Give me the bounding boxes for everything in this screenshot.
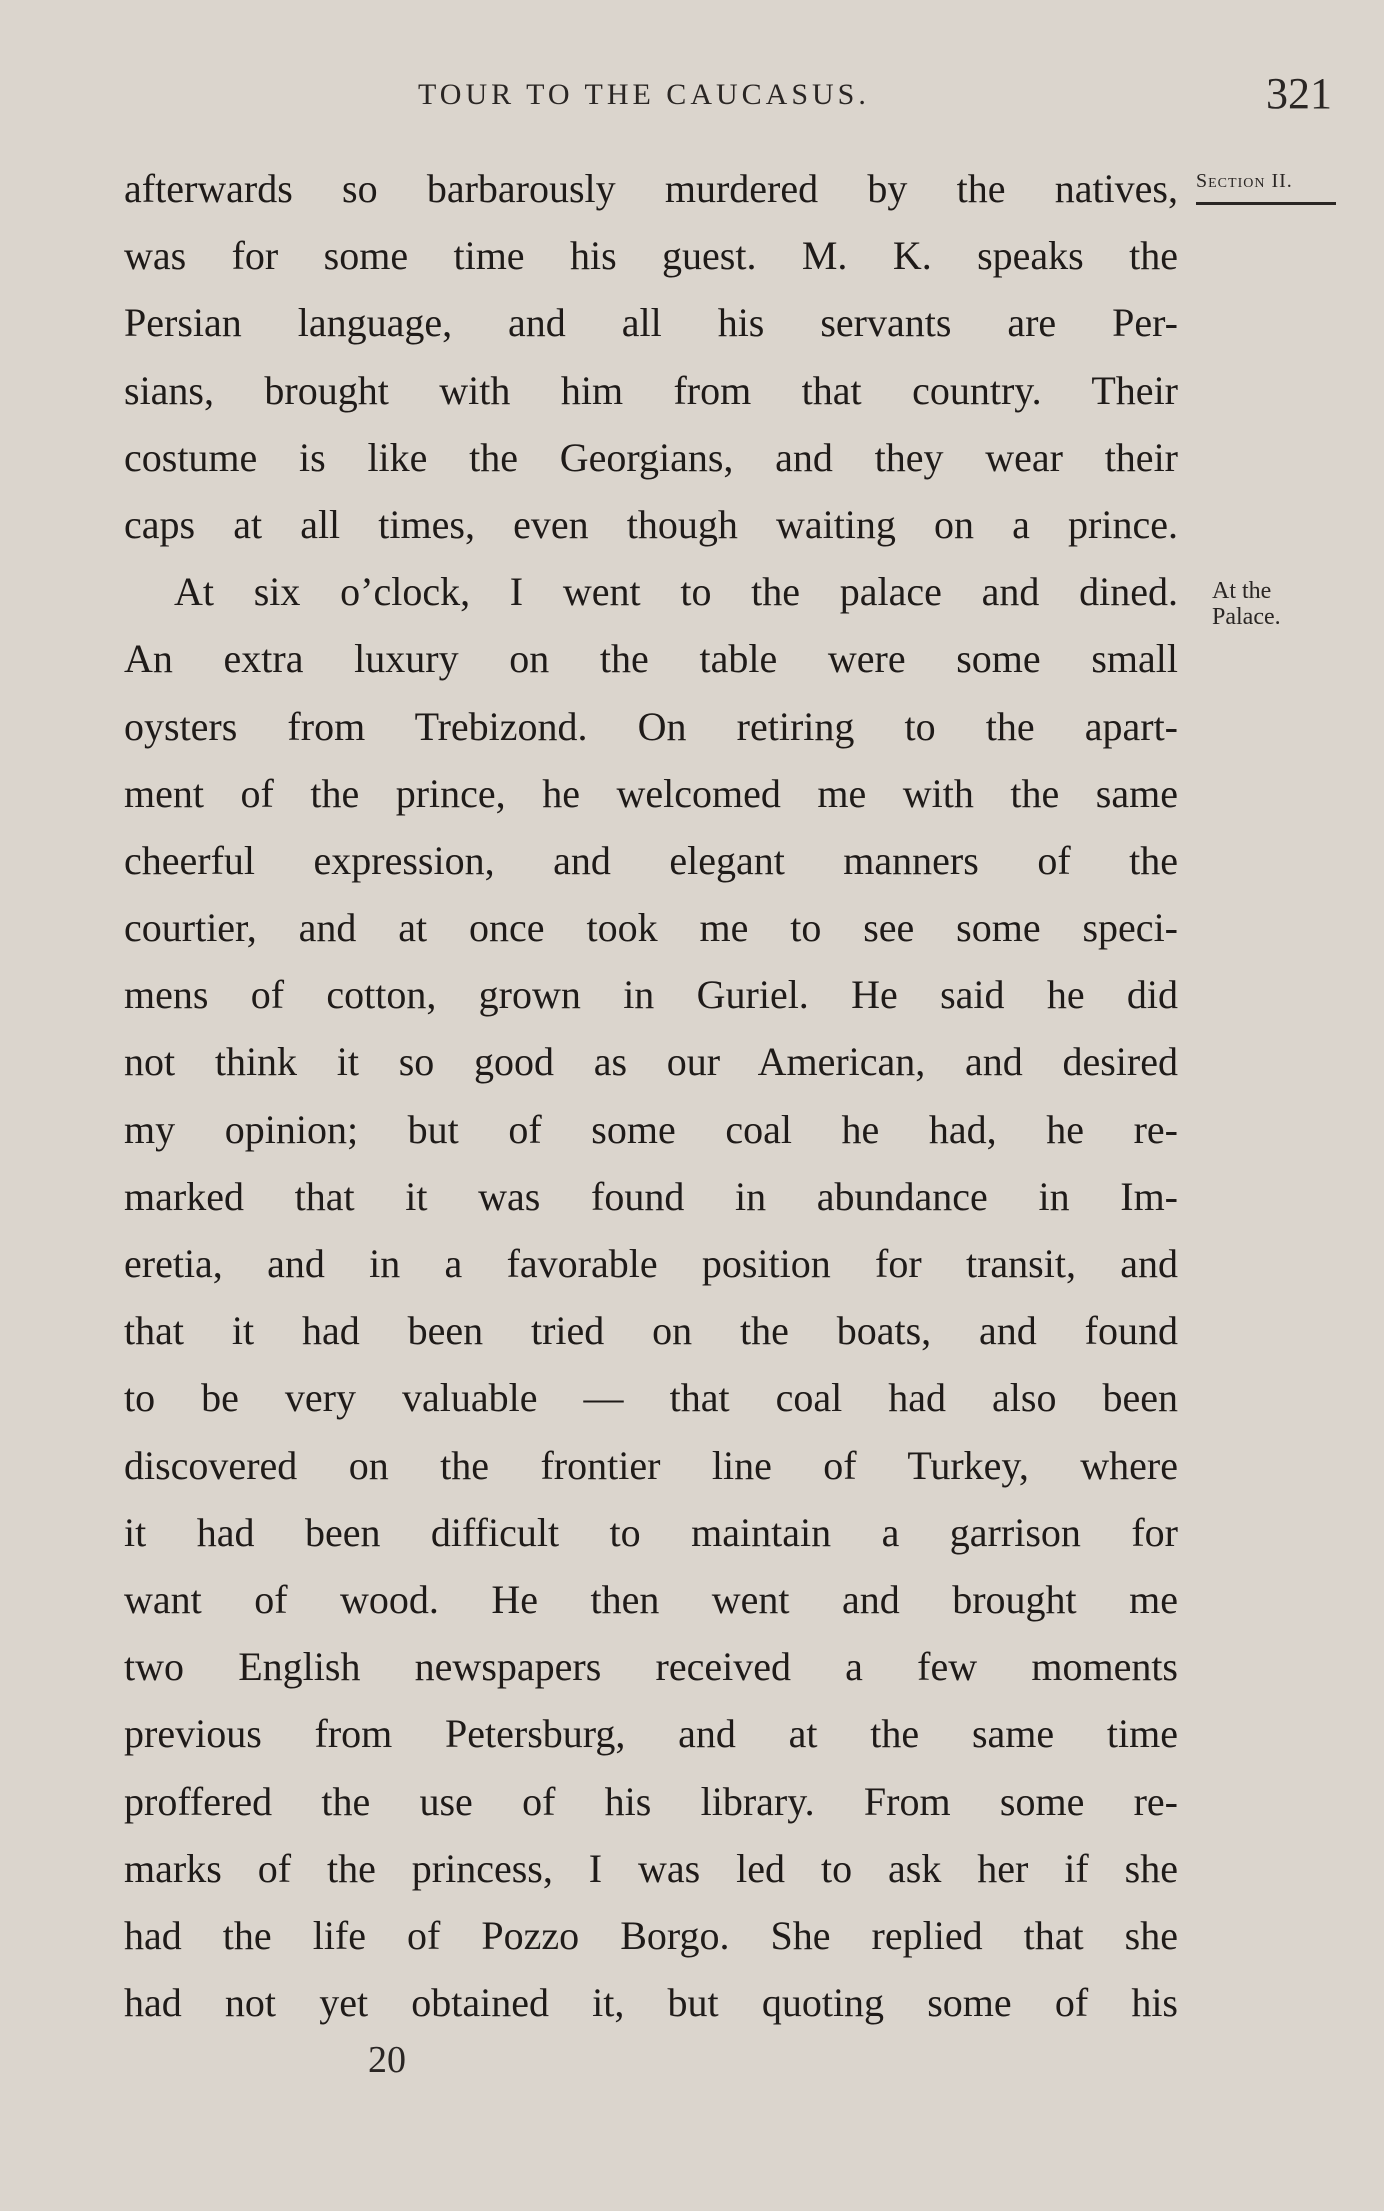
text-line: eretia, and in a favorable position for transit, and bbox=[124, 1241, 1178, 1286]
text-line: caps at all times, even though waiting on a prince. bbox=[124, 501, 1178, 547]
text-line: cheerful expression, and elegant manners of the bbox=[124, 837, 1178, 883]
text-line: was for some time his guest. M. K. speaks the bbox=[124, 233, 1178, 279]
text-line: costume is like the Georgians, and they wear their bbox=[124, 434, 1178, 480]
text-line: courtier, and at once took me to see some speci- bbox=[124, 905, 1178, 951]
text-line: want of wood. He then went and brought me bbox=[124, 1576, 1178, 1622]
text-line: not think it so good as our American, and desired bbox=[124, 1039, 1178, 1085]
text-line: afterwards so barbarously murdered by the natives, bbox=[124, 166, 1178, 211]
text-line: previous from Petersburg, and at the same time bbox=[124, 1711, 1178, 1757]
text-line: oysters from Trebizond. On retiring to the apart- bbox=[124, 703, 1178, 749]
text-line: had the life of Pozzo Borgo. She replied that she bbox=[124, 1912, 1178, 1958]
running-title: TOUR TO THE CAUCASUS. bbox=[418, 78, 870, 111]
body-text bbox=[124, 155, 1178, 2036]
running-head bbox=[0, 68, 1384, 118]
sidenote-section: Section II. bbox=[1196, 168, 1336, 205]
text-line: marked that it was found in abundance in Im- bbox=[124, 1173, 1178, 1219]
text-line: mens of cotton, grown in Guriel. He said he did bbox=[124, 972, 1178, 1018]
text-line: An extra luxury on the table were some small bbox=[124, 636, 1178, 682]
text-line: it had been difficult to maintain a garrison for bbox=[124, 1509, 1178, 1555]
sidenote-palace-line-1: At the bbox=[1212, 578, 1272, 604]
text-line: my opinion; but of some coal he had, he re- bbox=[124, 1106, 1178, 1152]
text-line: discovered on the frontier line of Turkey, where bbox=[124, 1442, 1178, 1488]
text-line: proffered the use of his library. From some re- bbox=[124, 1778, 1178, 1824]
text-line: At six o’clock, I went to the palace and dined. bbox=[174, 569, 1178, 615]
text-line: sians, brought with him from that country. Their bbox=[124, 367, 1178, 413]
text-line: two English newspapers received a few moments bbox=[124, 1644, 1178, 1690]
text-line: Persian language, and all his servants are Per- bbox=[124, 300, 1178, 346]
page-number: 321 bbox=[1266, 69, 1332, 118]
text-line: marks of the princess, I was led to ask her if she bbox=[124, 1845, 1178, 1891]
signature-mark: 20 bbox=[368, 2039, 406, 2081]
text-line: had not yet obtained it, but quoting some of his bbox=[124, 1980, 1178, 2026]
text-line: that it had been tried on the boats, and found bbox=[124, 1308, 1178, 1354]
text-line: ment of the prince, he welcomed me with the same bbox=[124, 770, 1178, 816]
sidenote-palace-line-2: Palace. bbox=[1212, 604, 1281, 630]
sidenote-at-the-palace bbox=[1212, 578, 1332, 630]
text-line: to be very valuable — that coal had also been bbox=[124, 1375, 1178, 1421]
